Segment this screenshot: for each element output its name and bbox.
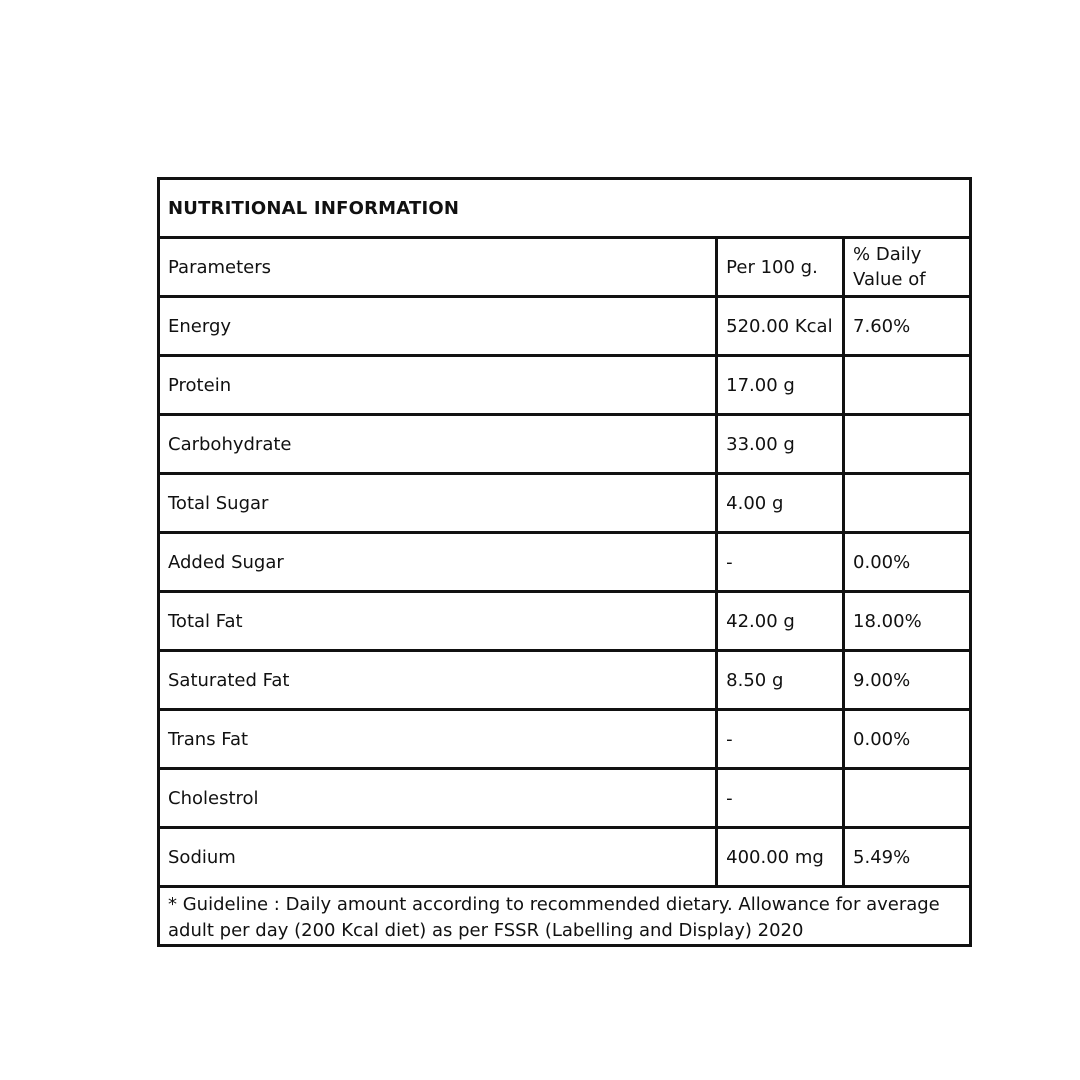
cell-per-100g: 400.00 mg [717,828,844,887]
footnote-row [159,887,971,946]
cell-daily-value [844,769,971,828]
table-row [159,356,971,415]
cell-daily-value: 18.00% [844,592,971,651]
table-row [159,769,971,828]
cell-per-100g: - [717,533,844,592]
table-row [159,828,971,887]
footnote: * Guideline : Daily amount according to recommended dietary. Allowance for average adult per day (200 Kcal diet) as per FSSR (Labelling and Display) 2020 [159,887,971,946]
table-row [159,297,971,356]
nutrition-table [157,177,972,947]
table-row [159,474,971,533]
cell-per-100g: 33.00 g [717,415,844,474]
cell-parameter: Trans Fat [159,710,717,769]
cell-daily-value: 0.00% [844,710,971,769]
header-per-100g: Per 100 g. [717,238,844,297]
cell-parameter: Carbohydrate [159,415,717,474]
cell-parameter: Saturated Fat [159,651,717,710]
header-parameters: Parameters [159,238,717,297]
cell-daily-value: 0.00% [844,533,971,592]
cell-parameter: Protein [159,356,717,415]
cell-daily-value: 5.49% [844,828,971,887]
cell-parameter: Added Sugar [159,533,717,592]
cell-parameter: Total Fat [159,592,717,651]
cell-per-100g: 520.00 Kcal [717,297,844,356]
cell-daily-value [844,474,971,533]
cell-parameter: Energy [159,297,717,356]
table-row [159,592,971,651]
cell-daily-value [844,415,971,474]
table-row [159,651,971,710]
header-daily-value: % Daily Value of [844,238,971,297]
cell-per-100g: 4.00 g [717,474,844,533]
table-row [159,415,971,474]
cell-per-100g: 42.00 g [717,592,844,651]
cell-parameter: Total Sugar [159,474,717,533]
cell-parameter: Cholestrol [159,769,717,828]
cell-parameter: Sodium [159,828,717,887]
cell-per-100g: 8.50 g [717,651,844,710]
header-row [159,238,971,297]
cell-per-100g: 17.00 g [717,356,844,415]
cell-per-100g: - [717,710,844,769]
table-row [159,533,971,592]
cell-daily-value: 7.60% [844,297,971,356]
table-row [159,710,971,769]
title-row [159,179,971,238]
cell-per-100g: - [717,769,844,828]
cell-daily-value [844,356,971,415]
cell-daily-value: 9.00% [844,651,971,710]
table-title: NUTRITIONAL INFORMATION [159,179,971,238]
